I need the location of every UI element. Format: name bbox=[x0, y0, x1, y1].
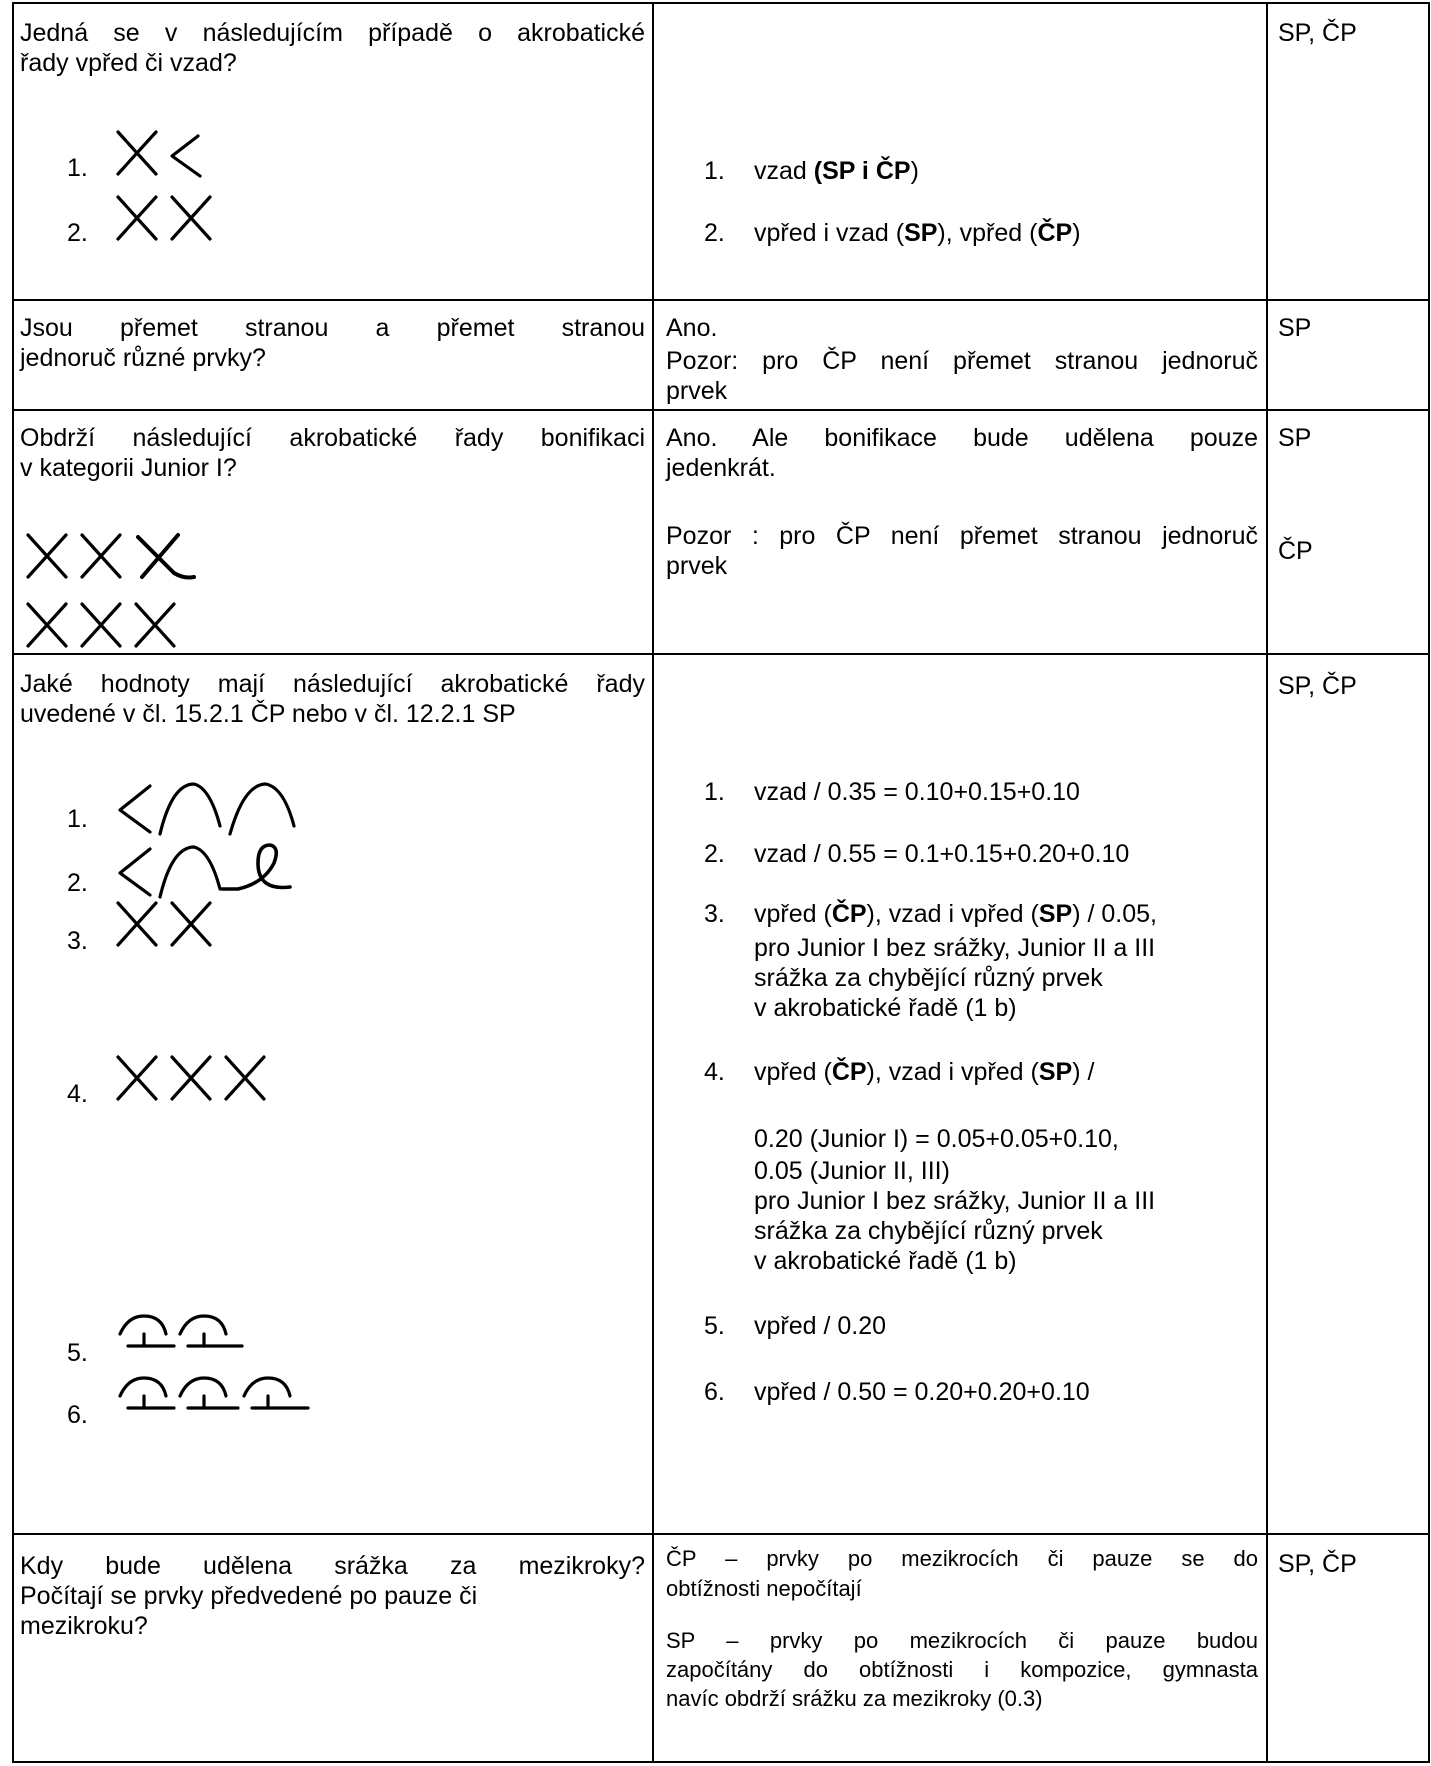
question-line: mezikroku? bbox=[20, 1612, 148, 1640]
item-number: 6. bbox=[67, 1401, 88, 1429]
acro-sequence-symbol bbox=[114, 895, 244, 955]
answer-line: započítány do obtížnosti i kompozice, gymnasta bbox=[666, 1657, 1258, 1682]
question-line: Jsou přemet stranou a přemet stranou bbox=[20, 314, 645, 342]
question-line: Jaké hodnoty mají následující akrobatické řady bbox=[20, 670, 645, 698]
answer-line: Ano. Ale bonifikace bude udělena pouze bbox=[666, 424, 1258, 452]
answer-cell bbox=[652, 4, 1266, 299]
answer-line: v akrobatické řadě (1 b) bbox=[754, 1247, 1017, 1275]
scope-label: SP, ČP bbox=[1278, 1550, 1357, 1578]
answer-number: 1. bbox=[704, 778, 725, 806]
answer-line: srážka za chybějící různý prvek bbox=[754, 964, 1103, 992]
scope-cell bbox=[1266, 655, 1430, 1533]
answer-line: Ano. bbox=[666, 314, 718, 342]
acro-sequence-symbol bbox=[24, 529, 224, 585]
item-number: 4. bbox=[67, 1080, 88, 1108]
question-line: Kdy bude udělena srážka za mezikroky? bbox=[20, 1552, 645, 1580]
acro-sequence-symbol bbox=[114, 770, 324, 840]
question-cell bbox=[12, 411, 652, 653]
item-number: 2. bbox=[67, 219, 88, 247]
answer-line: vpřed / 0.50 = 0.20+0.20+0.10 bbox=[754, 1378, 1090, 1406]
scope-cell bbox=[1266, 411, 1430, 653]
acro-sequence-symbol bbox=[24, 598, 224, 654]
item-number: 1. bbox=[67, 805, 88, 833]
answer-line: vpřed / 0.20 bbox=[754, 1312, 887, 1340]
question-cell bbox=[12, 655, 652, 1533]
acro-sequence-symbol bbox=[114, 1310, 294, 1360]
answer-line: vzad / 0.55 = 0.1+0.15+0.20+0.10 bbox=[754, 840, 1130, 868]
answer-line: srážka za chybějící různý prvek bbox=[754, 1217, 1103, 1245]
answer-cell bbox=[652, 1535, 1266, 1761]
question-line: Jedná se v následujícím případě o akrobatické bbox=[20, 19, 645, 47]
answer-number: 5. bbox=[704, 1312, 725, 1340]
item-number: 1. bbox=[67, 154, 88, 182]
table-row bbox=[12, 1533, 1430, 1763]
answer-line: 0.20 (Junior I) = 0.05+0.05+0.10, bbox=[754, 1125, 1119, 1153]
answer-line: prvek bbox=[666, 377, 728, 405]
scope-label: ČP bbox=[1278, 537, 1313, 565]
scope-label: SP, ČP bbox=[1278, 19, 1357, 47]
scope-label: SP bbox=[1278, 424, 1312, 452]
answer-line: vzad (SP i ČP) bbox=[754, 157, 919, 185]
answer-line: v akrobatické řadě (1 b) bbox=[754, 994, 1017, 1022]
answer-line: Pozor: pro ČP není přemet stranou jednoruč bbox=[666, 347, 1258, 375]
question-cell bbox=[12, 4, 652, 299]
answer-line: obtížnosti nepočítají bbox=[666, 1576, 862, 1601]
answer-line: prvek bbox=[666, 552, 728, 580]
answer-cell bbox=[652, 301, 1266, 409]
table-row bbox=[12, 299, 1430, 409]
question-line: řady vpřed či vzad? bbox=[20, 49, 237, 77]
answer-line: vpřed i vzad (SP), vpřed (ČP) bbox=[754, 219, 1081, 247]
item-number: 5. bbox=[67, 1339, 88, 1367]
acro-sequence-symbol bbox=[114, 1049, 304, 1109]
answer-line: SP – prvky po mezikrocích či pauze budou bbox=[666, 1628, 1258, 1653]
answer-line: navíc obdrží srážku za mezikroky (0.3) bbox=[666, 1686, 1043, 1711]
question-line: jednoruč různé prvky? bbox=[20, 344, 266, 372]
item-number: 3. bbox=[67, 927, 88, 955]
acro-sequence-symbol bbox=[114, 124, 244, 184]
answer-line: Pozor : pro ČP není přemet stranou jednoruč bbox=[666, 522, 1258, 550]
question-cell bbox=[12, 1535, 652, 1761]
table-row bbox=[12, 653, 1430, 1533]
answer-number: 2. bbox=[704, 219, 725, 247]
answer-number: 4. bbox=[704, 1058, 725, 1086]
answer-cell bbox=[652, 411, 1266, 653]
question-line: Obdrží následující akrobatické řady bonifikaci bbox=[20, 424, 645, 452]
question-line: Počítají se prvky předvedené po pauze či bbox=[20, 1582, 478, 1610]
answer-number: 6. bbox=[704, 1378, 725, 1406]
scope-label: SP bbox=[1278, 314, 1312, 342]
answer-number: 2. bbox=[704, 840, 725, 868]
question-line: uvedené v čl. 15.2.1 ČP nebo v čl. 12.2.1 SP bbox=[20, 700, 516, 728]
answer-number: 1. bbox=[704, 157, 725, 185]
scope-cell bbox=[1266, 1535, 1430, 1761]
question-cell bbox=[12, 301, 652, 409]
scope-cell bbox=[1266, 4, 1430, 299]
scope-label: SP, ČP bbox=[1278, 672, 1357, 700]
answer-line: pro Junior I bez srážky, Junior II a III bbox=[754, 934, 1156, 962]
table-row bbox=[12, 2, 1430, 299]
answer-cell bbox=[652, 655, 1266, 1533]
answer-line: jedenkrát. bbox=[666, 454, 776, 482]
answer-line: vpřed (ČP), vzad i vpřed (SP) / 0.05, bbox=[754, 900, 1157, 928]
answer-line: vpřed (ČP), vzad i vpřed (SP) / bbox=[754, 1058, 1095, 1086]
question-line: v kategorii Junior I? bbox=[20, 454, 237, 482]
acro-sequence-symbol bbox=[114, 1372, 364, 1422]
acro-sequence-symbol bbox=[114, 189, 244, 249]
answer-line: pro Junior I bez srážky, Junior II a III bbox=[754, 1187, 1156, 1215]
scope-cell bbox=[1266, 301, 1430, 409]
item-number: 2. bbox=[67, 869, 88, 897]
answer-line: ČP – prvky po mezikrocích či pauze se do bbox=[666, 1546, 1258, 1571]
answer-line: 0.05 (Junior II, III) bbox=[754, 1157, 950, 1185]
answer-line: vzad / 0.35 = 0.10+0.15+0.10 bbox=[754, 778, 1080, 806]
answer-number: 3. bbox=[704, 900, 725, 928]
table-row bbox=[12, 409, 1430, 653]
acro-sequence-symbol bbox=[114, 833, 324, 903]
